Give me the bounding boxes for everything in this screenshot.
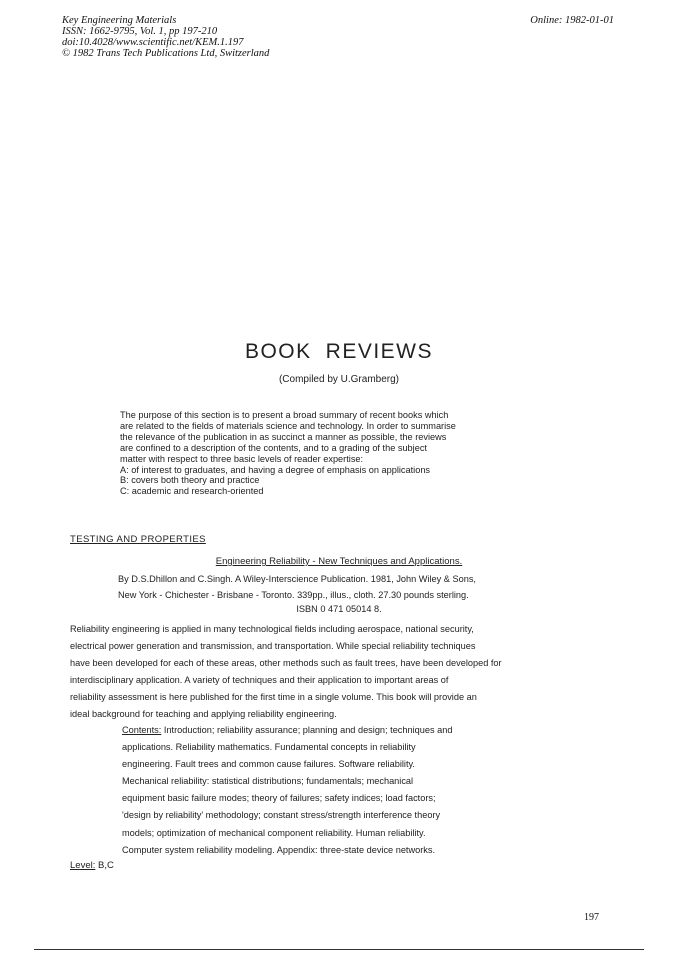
body-line: ideal background for teaching and applying reliability engineering. xyxy=(70,709,337,720)
journal-header xyxy=(62,15,269,59)
body-line: Reliability engineering is applied in many technological fields including aerospace, national security, xyxy=(70,624,474,634)
publisher-line: New York - Chichester - Brisbane - Toronto. 339pp., illus., cloth. 27.30 pounds sterling. xyxy=(118,590,469,600)
title-word-2: REVIEWS xyxy=(325,340,434,363)
contents-line: Mechanical reliability: statistical distributions; fundamentals; mechanical xyxy=(122,776,414,787)
contents-line: 'design by reliability' methodology; constant stress/strength interference theory xyxy=(122,810,441,821)
contents-line: equipment basic failure modes; theory of failures; safety indices; load factors; xyxy=(122,793,436,804)
body-line: reliability assessment is here published for the first time in a single volume. This book will provide an xyxy=(70,692,477,703)
author-line: By D.S.Dhillon and C.Singh. A Wiley-Interscience Publication. 1981, John Wiley & Sons, xyxy=(118,574,476,584)
page-number: 197 xyxy=(584,912,599,923)
contents-line: models; optimization of mechanical component reliability. Human reliability. xyxy=(122,827,426,838)
intro-paragraph xyxy=(120,410,550,497)
level-label: Level: xyxy=(70,860,96,871)
contents-label: Contents: xyxy=(122,725,162,735)
isbn: ISBN 0 471 05014 8. xyxy=(296,604,382,614)
contents-first-line xyxy=(122,722,544,739)
review-body xyxy=(70,621,610,724)
page-title xyxy=(0,340,678,364)
book-title: Engineering Reliability - New Techniques and Applications. xyxy=(215,556,463,567)
contents-last-line: Computer system reliability modeling. Appendix: three-state device networks. xyxy=(122,844,436,855)
online-date-text: Online: 1982-01-01 xyxy=(530,15,614,26)
intro-line: are related to the fields of materials science and technology. In order to summarise xyxy=(120,420,456,431)
level-definition-c: C: academic and research-oriented xyxy=(120,486,264,497)
contents-line: applications. Reliability mathematics. Fundamental concepts in reliability xyxy=(122,742,416,753)
level-value: B,C xyxy=(98,860,114,871)
issn-line: ISSN: 1662-9795, Vol. 1, pp 197-210 xyxy=(62,26,218,37)
body-line: have been developed for each of these areas, other methods such as fault trees, have been developed for xyxy=(70,658,502,669)
copyright-line: © 1982 Trans Tech Publications Ltd, Switzerland xyxy=(62,48,270,59)
intro-line: matter with respect to three basic levels of reader expertise: xyxy=(120,453,364,464)
contents-block xyxy=(122,722,544,859)
intro-line: are confined to a description of the contents, and to a grading of the subject xyxy=(120,442,427,453)
intro-line: The purpose of this section is to present a broad summary of recent books which xyxy=(120,410,449,420)
online-date xyxy=(530,15,614,26)
compiled-by: (Compiled by U.Gramberg) xyxy=(278,374,400,385)
level-definition-a: A: of interest to graduates, and having a degree of emphasis on applications xyxy=(120,464,431,475)
title-word-1: BOOK xyxy=(244,340,312,363)
level-definition-b: B: covers both theory and practice xyxy=(120,475,260,486)
book-authors xyxy=(118,571,476,603)
journal-name: Key Engineering Materials xyxy=(62,15,177,26)
contents-first-text: Introduction; reliability assurance; planning and design; techniques and xyxy=(163,725,453,735)
doi-line[interactable]: doi:10.4028/www.scientific.net/KEM.1.197 xyxy=(62,37,244,48)
level-rating xyxy=(70,860,114,871)
body-line: interdisciplinary application. A variety of techniques and their application to important areas of xyxy=(70,675,449,686)
section-heading: TESTING AND PROPERTIES xyxy=(70,534,206,545)
body-line: electrical power generation and transmission, and transportation. While special reliability techniques xyxy=(70,641,476,652)
footer-rule xyxy=(34,949,644,950)
intro-line: the relevance of the publication in as succinct a manner as possible, the reviews xyxy=(120,431,447,442)
contents-line: engineering. Fault trees and common cause failures. Software reliability. xyxy=(122,759,415,770)
